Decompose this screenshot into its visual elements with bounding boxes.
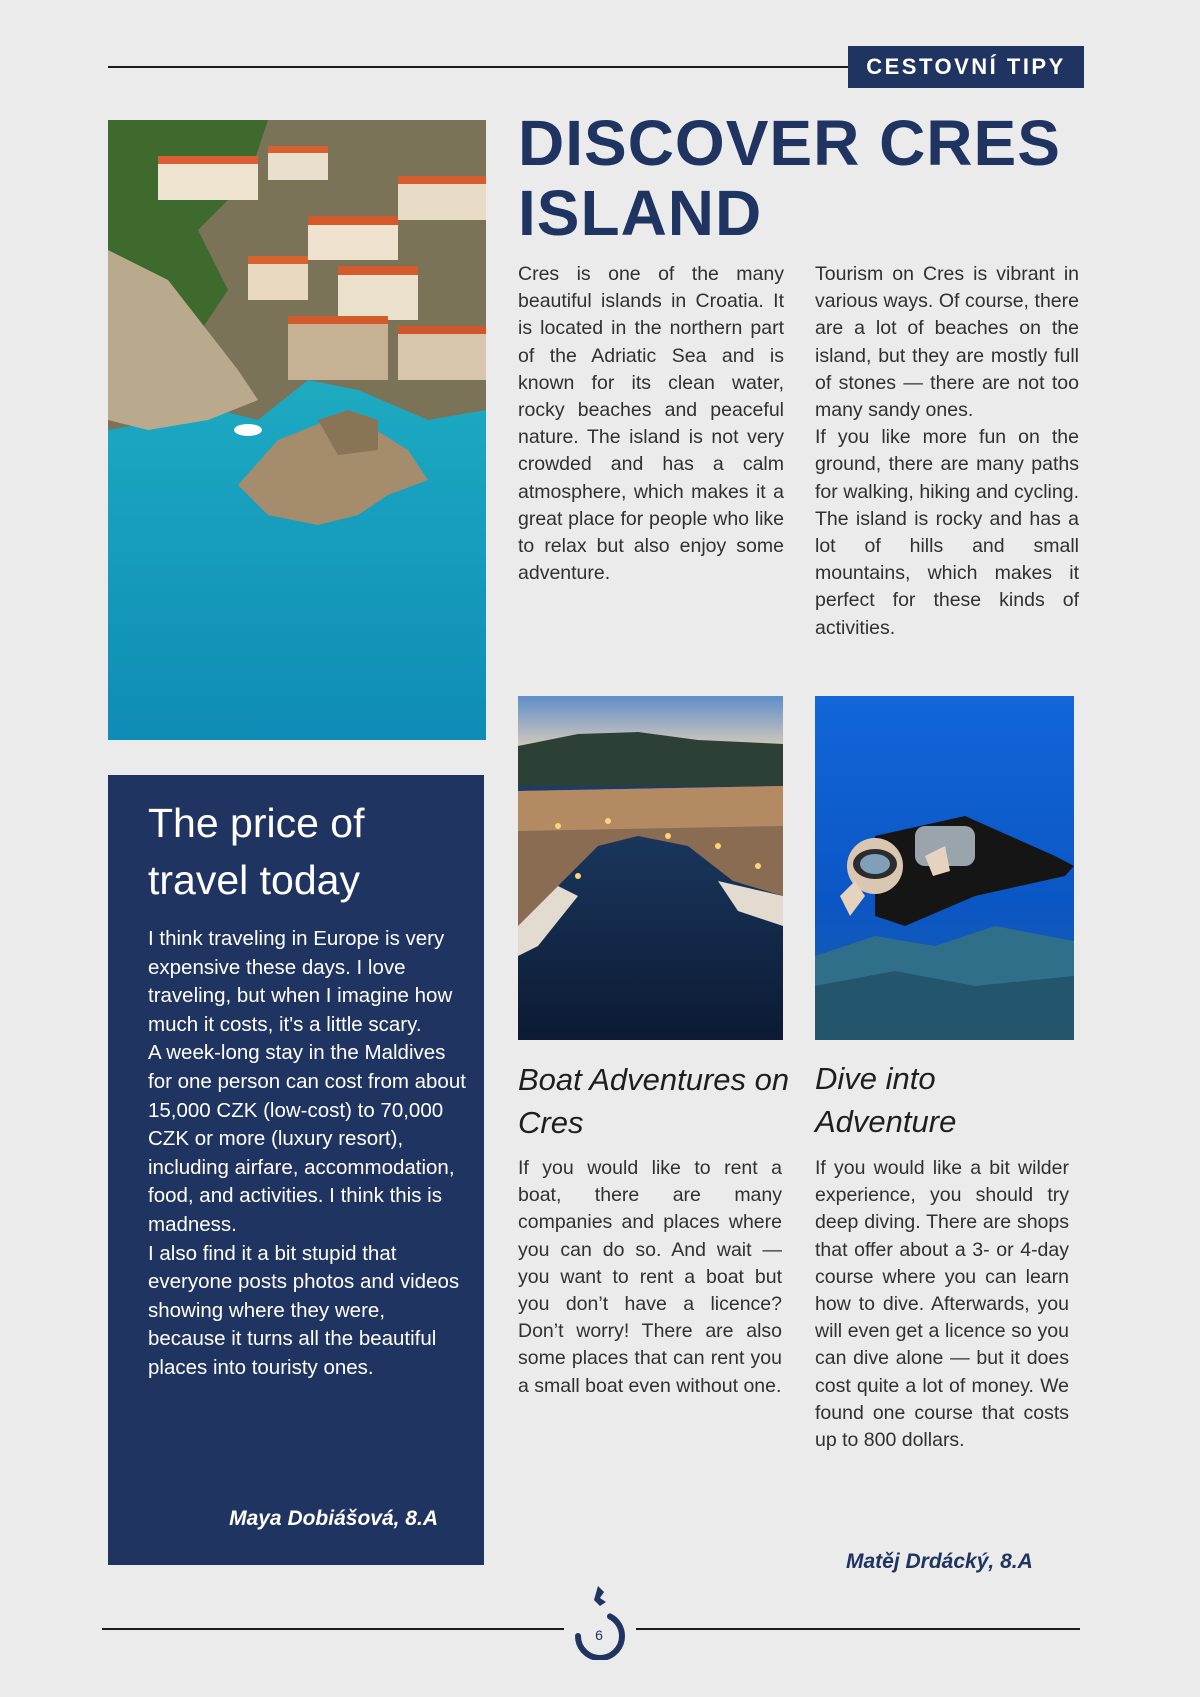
price-of-travel-box — [108, 775, 484, 1565]
boat-heading: Boat Adventures on Cres — [518, 1062, 790, 1140]
section-tag: CESTOVNÍ TIPY — [848, 46, 1084, 88]
article-column-1-text: Cres is one of the many beautiful islands in Croatia. It is located in the northern part of the Adriatic Sea and is known for its clean water, rocky beaches and peaceful nature. The island is not very crowded and has a calm atmosphere, which makes it a great place for people who like to relax but also enjoy some adventure. — [518, 263, 784, 585]
dive-text: If you would like a bit wilder experience, you should try deep diving. There are shops that offer about a 3- or 4-day course where you can learn how to dive. Afterwards, you will even get a licence so you can dive alone — but it does cost quite a lot of money. We found one course that costs up to 800 dollars. — [815, 1157, 1069, 1452]
price-box-heading: The price of travel today — [148, 800, 365, 903]
header-rule — [108, 66, 850, 68]
boat-text: If you would like to rent a boat, there are many companies and places where you can do so. And wait — you want to rent a boat but you don’t have a licence? Don’t worry! There are also some places that can rent you a small boat even without one. — [518, 1157, 782, 1397]
page-number: 6 — [595, 1627, 603, 1643]
diver-photo — [815, 696, 1074, 1040]
coastal-town-photo — [108, 120, 486, 740]
price-box-para-1: I think traveling in Europe is very expensive these days. I love traveling, but when I imagine how much it costs, it's a little scary. — [148, 927, 453, 1036]
article-column-2 — [815, 261, 1079, 642]
price-box-author: Maya Dobiášová, 8.A — [229, 1507, 438, 1530]
price-box-para-2: A week-long stay in the Maldives for one person can cost from about 15,000 CZK (low-cost) to 70,000 CZK or more (luxury resort), including airfare, accommodation, food, and activities. I think this is madness. — [148, 1041, 466, 1236]
dive-heading: Dive into Adventure — [815, 1061, 957, 1139]
price-box-text — [148, 925, 468, 1383]
footer-rule-right — [636, 1628, 1080, 1630]
article-column-1 — [518, 261, 784, 587]
footer-rule-left — [102, 1628, 564, 1630]
dive-author: Matěj Drdácký, 8.A — [846, 1550, 1033, 1573]
article-column-2-para-1: Tourism on Cres is vibrant in various ways. Of course, there are a lot of beaches on the island, but they are mostly full of stones — there are not too many sandy ones. — [815, 263, 1079, 422]
article-column-2-para-2: If you like more fun on the ground, there are many paths for walking, hiking and cycling. The island is rocky and has a lot of hills and small mountains, which makes it perfect for these kinds of activities. — [815, 426, 1079, 639]
article-title: DISCOVER CRES ISLAND — [518, 107, 1061, 249]
harbor-night-photo — [518, 696, 783, 1040]
price-box-para-3: I also find it a bit stupid that everyone posts photos and videos showing where they were, because it turns all the beautiful places into touristy ones. — [148, 1241, 460, 1379]
